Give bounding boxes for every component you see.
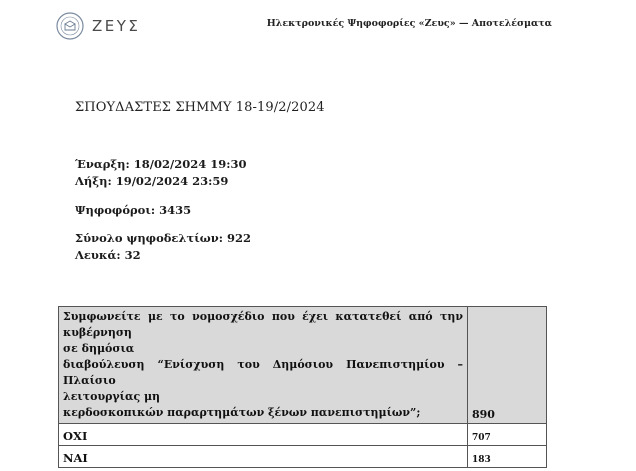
answer-label: ΝΑΙ bbox=[59, 446, 468, 468]
ballots-total: Σύνολο ψηφοδελτίων: 922 bbox=[75, 231, 251, 245]
question-line: λειτουργίας μη bbox=[63, 390, 161, 403]
results-table bbox=[58, 306, 547, 468]
question-text bbox=[59, 307, 468, 424]
ballot-stats bbox=[75, 230, 251, 264]
question-total: 890 bbox=[468, 307, 547, 424]
question-row bbox=[59, 307, 547, 424]
seal-icon bbox=[56, 12, 84, 40]
answer-votes: 183 bbox=[468, 446, 547, 468]
logo-text: ΖΕΥΣ bbox=[92, 17, 141, 35]
header-title: Ηλεκτρονικές Ψηφοφορίες «Ζευς» — Αποτελέσματα bbox=[266, 18, 552, 29]
election-period bbox=[75, 156, 246, 190]
answer-label: ΟΧΙ bbox=[59, 424, 468, 446]
answer-row bbox=[59, 446, 547, 468]
question-line: σε δημόσια bbox=[63, 342, 135, 355]
question-line: διαβούλευση “Ενίσχυση του Δημόσιου Πανεπιστημίου – Πλαίσιο bbox=[63, 358, 463, 387]
answer-row bbox=[59, 424, 547, 446]
election-title: ΣΠΟΥΔΑΣΤΕΣ ΣΗΜΜΥ 18-19/2/2024 bbox=[75, 100, 325, 115]
logo bbox=[56, 12, 140, 40]
voters-count: Ψηφοφόροι: 3435 bbox=[75, 203, 192, 217]
question-line: κερδοσκοπικών παραρτημάτων ξένων πανεπιστημίων”; bbox=[63, 406, 421, 419]
end-time: Λήξη: 19/02/2024 23:59 bbox=[75, 174, 229, 188]
question-line: Συμφωνείτε με το νομοσχέδιο που έχει κατατεθεί από την κυβέρνηση bbox=[63, 310, 463, 339]
start-time: Έναρξη: 18/02/2024 19:30 bbox=[75, 157, 247, 171]
blank-ballots: Λευκά: 32 bbox=[75, 248, 141, 262]
answer-votes: 707 bbox=[468, 424, 547, 446]
